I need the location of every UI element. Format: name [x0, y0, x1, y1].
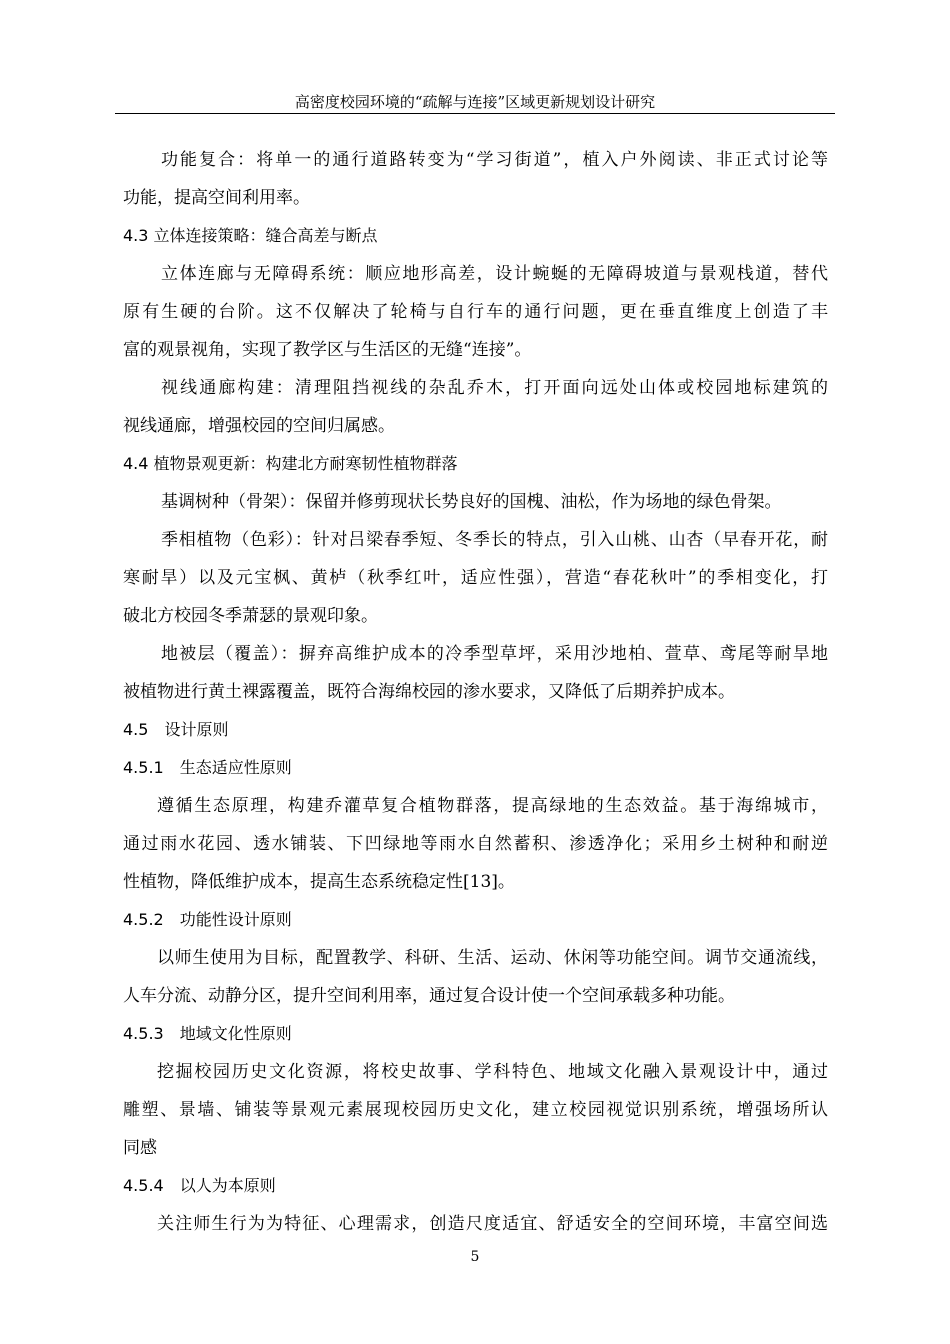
body-line: 人车分流、动静分区，提升空间利用率，通过复合设计使一个空间承载多种功能。 [123, 986, 735, 1006]
body-line: 视线通廊，增强校园的空间归属感。 [123, 416, 395, 436]
page-number: 5 [470, 1249, 480, 1265]
header-rule [115, 113, 835, 114]
running-header: 高密度校园环境的“疏解与连接”区域更新规划设计研究 [294, 93, 656, 111]
body-line: 破北方校园冬季萧瑟的景观印象。 [123, 606, 378, 626]
body-line: 寒耐旱）以及元宝枫、黄栌（秋季红叶，适应性强），营造“春花秋叶”的季相变化，打 [123, 568, 828, 588]
body-line: 挖掘校园历史文化资源，将校史故事、学科特色、地域文化融入景观设计中，通过 [157, 1062, 828, 1082]
subsection-heading-4-5-4: 4.5.4 以人为本原则 [123, 1176, 276, 1195]
body-line: 同感 [123, 1138, 157, 1158]
body-line: 被植物进行黄土裸露覆盖，既符合海绵校园的渗水要求，又降低了后期养护成本。 [123, 682, 735, 702]
body-line: 地被层（覆盖）：摒弃高维护成本的冷季型草坪，采用沙地柏、萱草、鸢尾等耐旱地 [161, 644, 828, 664]
body-line: 视线通廊构建：清理阻挡视线的杂乱乔木，打开面向远处山体或校园地标建筑的 [161, 378, 828, 398]
body-line: 功能，提高空间利用率。 [123, 188, 310, 208]
body-line: 遵循生态原理，构建乔灌草复合植物群落，提高绿地的生态效益。基于海绵城市， [157, 796, 828, 816]
subsection-heading-4-5-3: 4.5.3 地域文化性原则 [123, 1024, 292, 1043]
section-heading-4-3: 4.3 立体连接策略：缝合高差与断点 [123, 226, 378, 245]
body-line: 通过雨水花园、透水铺装、下凹绿地等雨水自然蓄积、渗透净化；采用乡土树种和耐逆 [123, 834, 828, 854]
subsection-heading-4-5-1: 4.5.1 生态适应性原则 [123, 758, 292, 777]
body-line: 原有生硬的台阶。这不仅解决了轮椅与自行车的通行问题，更在垂直维度上创造了丰 [123, 302, 828, 322]
section-heading-4-4: 4.4 植物景观更新：构建北方耐寒韧性植物群落 [123, 454, 458, 473]
body-line: 富的观景视角，实现了教学区与生活区的无缝“连接”。 [123, 340, 532, 360]
body-line: 功能复合：将单一的通行道路转变为“学习街道”，植入户外阅读、非正式讨论等 [161, 150, 828, 170]
body-line: 性植物，降低维护成本，提高生态系统稳定性[13]。 [123, 872, 515, 892]
body-line: 季相植物（色彩）：针对吕梁春季短、冬季长的特点，引入山桃、山杏（早春开花，耐 [161, 530, 828, 550]
section-heading-4-5: 4.5 设计原则 [123, 720, 229, 739]
body-line: 基调树种（骨架）：保留并修剪现状长势良好的国槐、油松，作为场地的绿色骨架。 [161, 492, 782, 512]
body-line: 关注师生行为为特征、心理需求，创造尺度适宜、舒适安全的空间环境，丰富空间选 [157, 1214, 828, 1234]
body-line: 以师生使用为目标，配置教学、科研、生活、运动、休闲等功能空间。调节交通流线， [157, 948, 828, 968]
body-line: 立体连廊与无障碍系统：顺应地形高差，设计蜿蜒的无障碍坡道与景观栈道，替代 [161, 264, 828, 284]
body-line: 雕塑、景墙、铺装等景观元素展现校园历史文化，建立校园视觉识别系统，增强场所认 [123, 1100, 828, 1120]
subsection-heading-4-5-2: 4.5.2 功能性设计原则 [123, 910, 292, 929]
